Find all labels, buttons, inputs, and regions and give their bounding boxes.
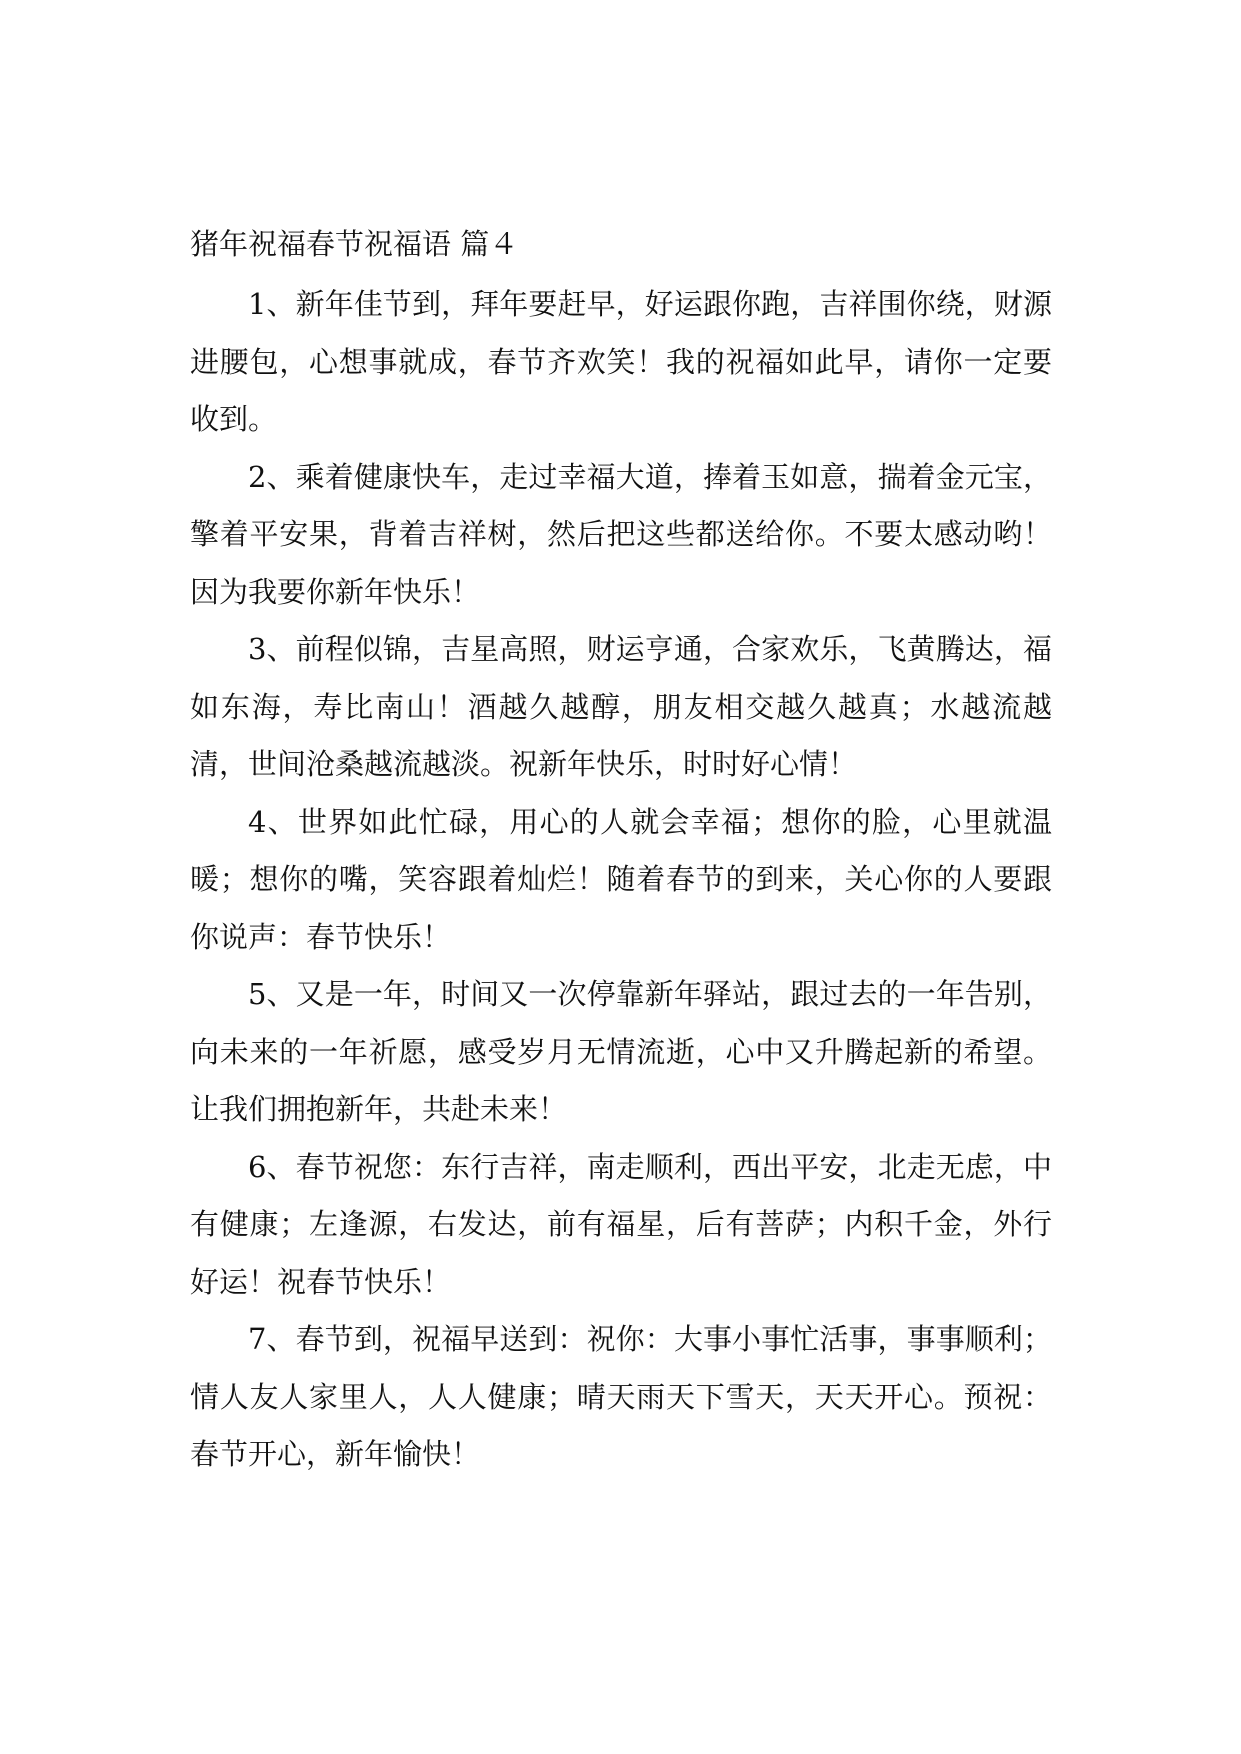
- document-body: [190, 276, 1052, 1484]
- paragraph-6: 6、春节祝您：东行吉祥，南走顺利，西出平安，北走无虑，中有健康；左逢源，右发达，前有福星，后有菩萨；内积千金，外行好运！祝春节快乐！: [190, 1149, 1052, 1299]
- paragraph-4: 4、世界如此忙碌，用心的人就会幸福；想你的脸，心里就温暖；想你的嘴，笑容跟着灿烂！随着春节的到来，关心你的人要跟你说声：春节快乐！: [190, 804, 1052, 954]
- paragraph-7: 7、春节到，祝福早送到：祝你：大事小事忙活事，事事顺利；情人友人家里人，人人健康；晴天雨天下雪天，天天开心。预祝：春节开心，新年愉快！: [190, 1322, 1052, 1471]
- paragraph-2: 2、乘着健康快车，走过幸福大道，捧着玉如意，揣着金元宝，擎着平安果，背着吉祥树，然后把这些都送给你。不要太感动哟！因为我要你新年快乐！: [190, 459, 1052, 609]
- paragraph-3: 3、前程似锦，吉星高照，财运亨通，合家欢乐，飞黄腾达，福如东海，寿比南山！酒越久越醇，朋友相交越久越真；水越流越清，世间沧桑越流越淡。祝新年快乐，时时好心情！: [190, 632, 1052, 781]
- document-title: 猪年祝福春节祝福语 篇４: [190, 227, 519, 261]
- paragraph-1: 1、新年佳节到，拜年要赶早，好运跟你跑，吉祥围你绕，财源进腰包，心想事就成，春节齐欢笑！我的祝福如此早，请你一定要收到。: [190, 287, 1052, 436]
- paragraph-5: 5、又是一年，时间又一次停靠新年驿站，跟过去的一年告别，向未来的一年祈愿，感受岁月无情流逝，心中又升腾起新的希望。让我们拥抱新年，共赴未来！: [190, 977, 1052, 1126]
